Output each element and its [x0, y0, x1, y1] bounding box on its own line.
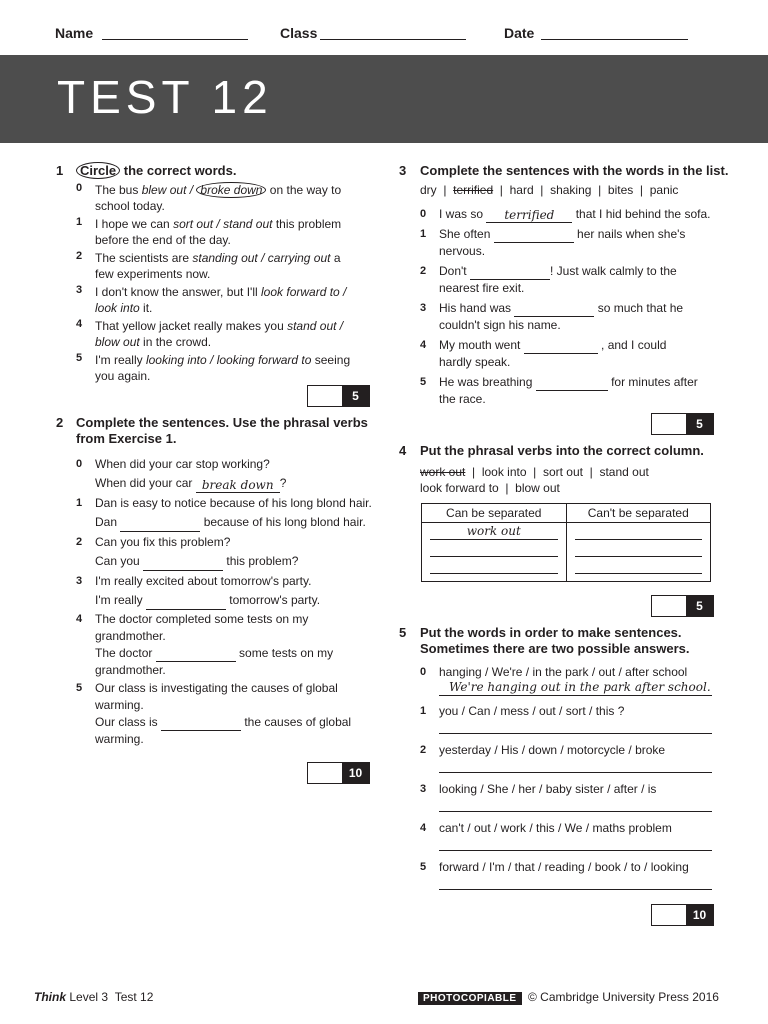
option-a[interactable]: stand out — [287, 319, 337, 333]
q4-score-box[interactable] — [651, 595, 714, 617]
item-text: this problem? — [223, 554, 299, 568]
q5-item — [420, 781, 712, 820]
item-text: on the way to — [266, 183, 342, 197]
item-question: Our class is investigating the causes of global — [95, 681, 338, 695]
answer-line[interactable] — [439, 772, 712, 773]
word: blow out — [515, 481, 560, 495]
item-number: 4 — [76, 613, 83, 625]
class-field[interactable] — [320, 39, 466, 40]
answer-blank[interactable] — [143, 558, 223, 571]
q1-item — [76, 216, 376, 248]
item-text: you again. — [95, 369, 151, 383]
answer-line[interactable] — [439, 811, 712, 812]
item-text: school today. — [95, 199, 165, 213]
option-b[interactable]: looking forward to — [216, 353, 312, 367]
q3-item — [420, 300, 720, 334]
item-text: this problem — [272, 217, 342, 231]
item-number: 4 — [76, 318, 83, 330]
q1-number: 1 — [56, 163, 64, 178]
item-number: 0 — [420, 208, 427, 220]
q3-item — [420, 206, 720, 223]
q3-heading: Complete the sentences with the words in the list. — [420, 163, 729, 178]
score-total: 10 — [342, 763, 369, 783]
example-answer: work out — [430, 523, 558, 540]
item-text: His hand was — [439, 301, 515, 315]
word: dry — [420, 183, 437, 197]
q5-item — [420, 703, 712, 742]
answer-blank[interactable] — [470, 267, 550, 280]
item-text: I don't know the answer, but I'll — [95, 285, 262, 299]
option-sep: / — [186, 183, 197, 197]
word: stand out — [599, 465, 649, 479]
item-text: nervous. — [439, 244, 486, 258]
q2-item — [76, 572, 376, 610]
item-text: ! Just walk calmly to the — [549, 264, 677, 278]
item-text: I'm really — [95, 353, 146, 367]
q3-item — [420, 374, 720, 408]
item-text: for minutes after — [607, 375, 698, 389]
answer-blank[interactable] — [161, 718, 241, 731]
q2-item — [76, 494, 376, 532]
item-number: 1 — [76, 216, 83, 228]
answer-blank[interactable] — [146, 597, 226, 610]
q5-item — [420, 742, 712, 781]
item-text: it. — [139, 301, 153, 315]
item-text: He was breathing — [439, 375, 536, 389]
date-label: Date — [504, 25, 535, 41]
score-entry[interactable] — [308, 386, 342, 406]
item-number: 4 — [420, 339, 427, 351]
q1-circle-word: Circle — [76, 162, 120, 179]
item-number: 0 — [420, 666, 427, 678]
column-header-inseparable: Can't be separated — [566, 504, 711, 523]
q5-score-box[interactable] — [651, 904, 714, 926]
word: hard — [509, 183, 534, 197]
word: panic — [649, 183, 679, 197]
answer-line[interactable] — [439, 889, 712, 890]
item-question: When did your car stop working? — [95, 457, 270, 471]
item-question: warming. — [95, 698, 144, 712]
item-words: forward / I'm / that / reading / book / to / looking — [439, 860, 689, 874]
answer-line[interactable] — [575, 556, 703, 557]
option-b[interactable]: look into — [95, 301, 140, 315]
item-number: 2 — [76, 536, 83, 548]
item-text: the causes of global — [241, 715, 352, 729]
q3-score-box[interactable] — [651, 413, 714, 435]
item-text: few experiments now. — [95, 267, 211, 281]
name-label: Name — [55, 25, 94, 41]
item-text: so much that he — [594, 301, 684, 315]
option-sep: / — [213, 217, 224, 231]
item-number: 5 — [420, 376, 427, 388]
q2-heading — [76, 415, 368, 447]
answer-blank[interactable] — [494, 230, 574, 243]
answer-blank[interactable] — [156, 649, 236, 662]
item-text: grandmother. — [95, 663, 166, 677]
q4-number: 4 — [399, 443, 407, 458]
answer-line[interactable] — [575, 573, 703, 574]
option-b[interactable]: carrying out — [267, 251, 331, 265]
item-question: The doctor completed some tests on my — [95, 612, 309, 626]
item-text: I was so — [439, 207, 487, 221]
item-text: When did your car — [95, 476, 196, 490]
item-text: I hope we can — [95, 217, 174, 231]
item-number: 5 — [76, 682, 83, 694]
item-number: 0 — [76, 182, 83, 194]
footer-course — [34, 990, 153, 1004]
column-separable — [422, 523, 567, 582]
item-number: 3 — [420, 302, 427, 314]
score-entry[interactable] — [652, 596, 686, 616]
item-number: 1 — [76, 497, 83, 509]
answer-line[interactable] — [575, 539, 703, 540]
q2-number: 2 — [56, 415, 64, 430]
score-total: 5 — [686, 414, 713, 434]
q3-item — [420, 226, 720, 260]
q4-word-list: work out | look into | sort out | stand out look forward to | blow out — [420, 465, 649, 495]
item-question: Can you fix this problem? — [95, 535, 231, 549]
example-answer: We're hanging out in the park after school. — [439, 680, 712, 696]
q1-heading — [76, 163, 236, 178]
item-text: because of his long blond hair. — [200, 515, 366, 529]
test-name: Test 12 — [114, 990, 154, 1004]
word: look into — [481, 465, 527, 479]
q2-score-box[interactable] — [307, 762, 370, 784]
item-text: She often — [439, 227, 494, 241]
option-a[interactable]: blew out — [141, 183, 187, 197]
item-text: a — [330, 251, 341, 265]
item-number: 2 — [76, 250, 83, 262]
item-words: can't / out / work / this / We / maths problem — [439, 821, 672, 835]
item-question: grandmother. — [95, 629, 166, 643]
option-b-circled[interactable]: broke down — [196, 182, 266, 198]
item-text: I'm really — [95, 593, 146, 607]
column-header-separable: Can be separated — [422, 504, 567, 523]
item-number: 4 — [420, 822, 427, 834]
q1-item — [76, 182, 376, 214]
item-text: , and I could — [597, 338, 667, 352]
item-text: Our class is — [95, 715, 162, 729]
q5-number: 5 — [399, 625, 407, 640]
item-text: her nails when she's — [573, 227, 686, 241]
item-text: ? — [279, 476, 287, 490]
item-text: The scientists are — [95, 251, 193, 265]
q5-item — [420, 820, 712, 859]
q3-items — [420, 206, 720, 411]
word: bites — [607, 183, 634, 197]
item-words: hanging / We're / in the park / out / after school — [439, 665, 688, 679]
word: sort out — [542, 465, 583, 479]
item-text: tomorrow's party. — [225, 593, 321, 607]
answer-blank[interactable] — [120, 519, 200, 532]
item-number: 3 — [76, 575, 83, 587]
q2-item — [76, 455, 376, 493]
answer-line[interactable] — [430, 556, 558, 557]
q2-heading-line2: from Exercise 1. — [76, 431, 177, 446]
q4-heading: Put the phrasal verbs into the correct column. — [420, 443, 704, 458]
answer-blank[interactable] — [514, 304, 594, 317]
q2-heading-line1: Complete the sentences. Use the phrasal verbs — [76, 415, 368, 430]
class-label: Class — [280, 25, 318, 41]
word-crossed: terrified — [453, 183, 494, 197]
item-number: 5 — [420, 861, 427, 873]
q1-heading-text: the correct words. — [123, 163, 237, 178]
item-text: My mouth went — [439, 338, 524, 352]
word-crossed: work out — [420, 465, 466, 479]
item-number: 1 — [420, 705, 427, 717]
item-question: Dan is easy to notice because of his long blond hair. — [95, 496, 372, 510]
item-text: that I hid behind the sofa. — [572, 207, 711, 221]
answer-line[interactable] — [439, 733, 712, 734]
item-number: 5 — [76, 352, 83, 364]
item-text: Don't — [439, 264, 470, 278]
item-text: some tests on my — [235, 646, 334, 660]
option-a[interactable]: sort out — [173, 217, 214, 231]
q1-score-box[interactable] — [307, 385, 370, 407]
item-text: Can you — [95, 554, 144, 568]
item-text: warming. — [95, 732, 144, 746]
option-sep: / — [339, 285, 347, 299]
name-field[interactable] — [102, 39, 248, 40]
course-level: Level 3 — [69, 990, 109, 1004]
option-sep: / — [257, 251, 268, 265]
item-text: The doctor — [95, 646, 156, 660]
q2-item — [76, 680, 376, 748]
q5-heading-line2: Sometimes there are two possible answers. — [420, 641, 690, 656]
item-text: the race. — [439, 392, 486, 406]
option-a[interactable]: look forward to — [261, 285, 340, 299]
q1-item — [76, 352, 376, 384]
date-field[interactable] — [541, 39, 688, 40]
score-entry[interactable] — [652, 905, 686, 925]
score-entry[interactable] — [308, 763, 342, 783]
photocopiable-badge: PHOTOCOPIABLE — [418, 992, 522, 1005]
option-b[interactable]: blow out — [95, 335, 140, 349]
item-text: nearest fire exit. — [439, 281, 525, 295]
q3-item — [420, 263, 720, 297]
q2-items — [76, 455, 376, 748]
item-text: That yellow jacket really makes you — [95, 319, 288, 333]
answer-blank[interactable] — [524, 341, 598, 354]
item-text: The bus — [95, 183, 142, 197]
option-sep: / — [336, 319, 344, 333]
item-words: you / Can / mess / out / sort / this ? — [439, 704, 625, 718]
answer-line[interactable] — [430, 573, 558, 574]
item-text: in the crowd. — [139, 335, 212, 349]
option-a[interactable]: standing out — [192, 251, 258, 265]
q1-item — [76, 318, 376, 350]
q5-heading — [420, 625, 690, 657]
option-a[interactable]: looking into — [145, 353, 207, 367]
item-number: 2 — [420, 744, 427, 756]
q5-items — [420, 664, 712, 898]
q4-table — [421, 503, 711, 582]
item-text: seeing — [311, 353, 351, 367]
item-words: yesterday / His / down / motorcycle / broke — [439, 743, 666, 757]
item-number: 3 — [420, 783, 427, 795]
q3-item — [420, 337, 720, 371]
item-text: before the end of the day. — [95, 233, 231, 247]
answer-blank[interactable] — [536, 378, 608, 391]
item-number: 0 — [76, 458, 83, 470]
column-inseparable — [566, 523, 711, 582]
q3-word-list: dry | terrified | hard | shaking | bites | panic — [420, 183, 679, 197]
q1-items — [76, 182, 376, 386]
q1-item — [76, 284, 376, 316]
course-brand: Think — [34, 990, 66, 1004]
score-total: 5 — [342, 386, 369, 406]
item-words: looking / She / her / baby sister / after / is — [439, 782, 657, 796]
q2-item — [76, 533, 376, 571]
q3-number: 3 — [399, 163, 407, 178]
item-text: Dan — [95, 515, 121, 529]
q1-item — [76, 250, 376, 282]
score-entry[interactable] — [652, 414, 686, 434]
item-number: 1 — [420, 228, 427, 240]
copyright: © Cambridge University Press 2016 — [528, 990, 719, 1004]
item-question: I'm really excited about tomorrow's party. — [95, 574, 312, 588]
answer-line[interactable] — [439, 850, 712, 851]
answer-blank-example: break down — [196, 478, 280, 493]
score-total: 10 — [686, 905, 713, 925]
answer-blank-example: terrified — [486, 208, 572, 223]
word: shaking — [550, 183, 592, 197]
item-number: 3 — [76, 284, 83, 296]
word: look forward to — [420, 481, 499, 495]
q5-heading-line1: Put the words in order to make sentences. — [420, 625, 682, 640]
option-b[interactable]: stand out — [223, 217, 273, 231]
option-sep: / — [206, 353, 217, 367]
q2-item — [76, 611, 376, 679]
score-total: 5 — [686, 596, 713, 616]
q5-item — [420, 859, 712, 898]
item-text: hardly speak. — [439, 355, 511, 369]
item-text: couldn't sign his name. — [439, 318, 561, 332]
q5-item — [420, 664, 712, 703]
page-title: TEST 12 — [57, 71, 273, 123]
item-number: 2 — [420, 265, 427, 277]
